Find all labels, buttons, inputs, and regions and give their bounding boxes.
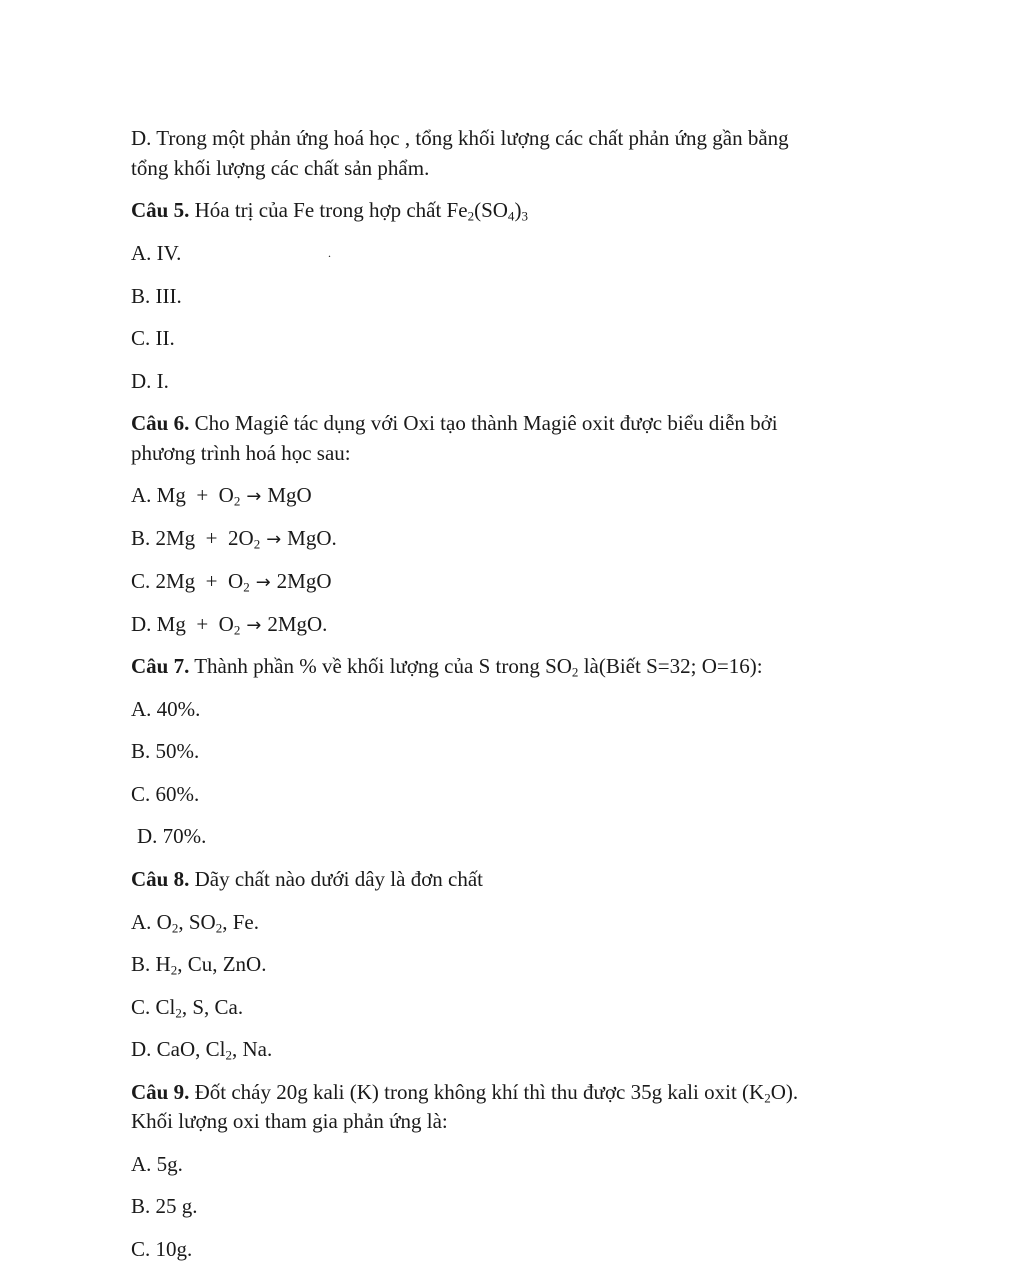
q5-option-c: C. II. bbox=[131, 326, 175, 350]
q8-option-a bbox=[131, 910, 259, 936]
q7-option-c: C. 60%. bbox=[131, 782, 200, 806]
q6-b-reactants: B. 2Mg + 2O bbox=[131, 526, 254, 550]
q7-option-d: D. 70%. bbox=[137, 824, 207, 848]
subscript: 2 bbox=[243, 579, 250, 595]
question-7-text: Thành phần % về khối lượng của S trong SO bbox=[194, 654, 572, 678]
question-9-line-1 bbox=[131, 1080, 799, 1106]
q9-option-c: C. 10g. bbox=[131, 1237, 193, 1261]
subscript: 2 bbox=[233, 622, 241, 638]
question-6-line-1 bbox=[131, 413, 778, 434]
arrow-icon: → bbox=[246, 486, 262, 507]
q6-c-reactants: C. 2Mg + O bbox=[131, 569, 244, 593]
arrow-icon: → bbox=[246, 615, 262, 636]
q8-option-b bbox=[131, 952, 267, 978]
subscript: 2 bbox=[175, 1005, 182, 1021]
q6-option-a bbox=[131, 483, 312, 509]
q5-option-b: B. III. bbox=[131, 284, 182, 308]
question-6-line-2: phương trình hoá học sau: bbox=[131, 441, 351, 465]
q5-option-a: A. IV. bbox=[131, 241, 182, 265]
arrow-icon: → bbox=[266, 529, 282, 550]
q6-a-reactants: A. Mg + O bbox=[131, 483, 234, 507]
question-5-formula-mid: (SO bbox=[474, 198, 508, 222]
question-9-text-end: O). bbox=[770, 1080, 799, 1104]
subscript: 2 bbox=[467, 208, 475, 224]
q6-b-product: MgO. bbox=[287, 526, 337, 550]
question-8-text: Dãy chất nào dưới dây là đơn chất bbox=[194, 867, 484, 891]
question-9-line-2: Khối lượng oxi tham gia phản ứng là: bbox=[131, 1109, 448, 1133]
q8-a-part: , SO bbox=[178, 910, 216, 934]
subscript: 2 bbox=[225, 1047, 233, 1063]
q8-c-part: C. Cl bbox=[131, 995, 176, 1019]
subscript: 2 bbox=[233, 493, 241, 509]
question-6-label: Câu 6. bbox=[131, 411, 190, 435]
question-8-label: Câu 8. bbox=[131, 867, 190, 891]
subscript: 2 bbox=[253, 536, 261, 552]
q6-option-c bbox=[131, 569, 332, 595]
q8-option-c bbox=[131, 995, 244, 1021]
question-6-text: Cho Magiê tác dụng với Oxi tạo thành Magiê oxit được biểu diễn bởi bbox=[194, 411, 778, 435]
question-9-label: Câu 9. bbox=[131, 1080, 190, 1104]
question-7-label: Câu 7. bbox=[131, 654, 190, 678]
subscript: 4 bbox=[507, 208, 515, 224]
q6-d-reactants: D. Mg + O bbox=[131, 612, 234, 636]
prev-answer-d-line-2: tổng khối lượng các chất sản phẩm. bbox=[131, 156, 430, 180]
q7-option-a: A. 40%. bbox=[131, 697, 201, 721]
q8-option-d bbox=[131, 1037, 273, 1063]
q8-c-part: , S, Ca. bbox=[181, 995, 244, 1019]
q8-b-part: B. H bbox=[131, 952, 171, 976]
stray-dot: . bbox=[328, 246, 331, 260]
question-5-formula-end: ) bbox=[514, 198, 522, 222]
q8-a-part: A. O bbox=[131, 910, 172, 934]
q7-option-b: B. 50%. bbox=[131, 739, 200, 763]
q8-b-part: , Cu, ZnO. bbox=[177, 952, 267, 976]
q6-a-product: MgO bbox=[267, 483, 312, 507]
subscript: 2 bbox=[170, 962, 178, 978]
question-5-label: Câu 5. bbox=[131, 198, 190, 222]
arrow-icon: → bbox=[255, 572, 271, 593]
q8-d-part: , Na. bbox=[232, 1037, 273, 1061]
q9-option-a: A. 5g. bbox=[131, 1152, 183, 1176]
q8-d-part: D. CaO, Cl bbox=[131, 1037, 226, 1061]
question-7-text-end: là(Biết S=32; O=16): bbox=[578, 654, 763, 678]
question-7 bbox=[131, 654, 763, 680]
subscript: 2 bbox=[571, 664, 579, 680]
q5-option-d: D. I. bbox=[131, 369, 169, 393]
question-9-text: Đốt cháy 20g kali (K) trong không khí thì thu được 35g kali oxit (K bbox=[194, 1080, 765, 1104]
q9-option-b: B. 25 g. bbox=[131, 1194, 198, 1218]
question-8 bbox=[131, 869, 483, 890]
subscript: 2 bbox=[171, 920, 179, 936]
subscript: 2 bbox=[764, 1090, 771, 1106]
subscript: 3 bbox=[521, 208, 528, 224]
question-5 bbox=[131, 198, 528, 224]
q6-d-product: 2MgO. bbox=[267, 612, 328, 636]
q6-option-d bbox=[131, 612, 328, 638]
question-5-text: Hóa trị của Fe trong hợp chất Fe bbox=[194, 198, 468, 222]
q6-c-product: 2MgO bbox=[276, 569, 332, 593]
q6-option-b bbox=[131, 526, 337, 552]
prev-answer-d-line-1: D. Trong một phản ứng hoá học , tổng khối lượng các chất phản ứng gần bằng bbox=[131, 126, 789, 150]
q8-a-part: , Fe. bbox=[222, 910, 259, 934]
subscript: 2 bbox=[215, 920, 223, 936]
